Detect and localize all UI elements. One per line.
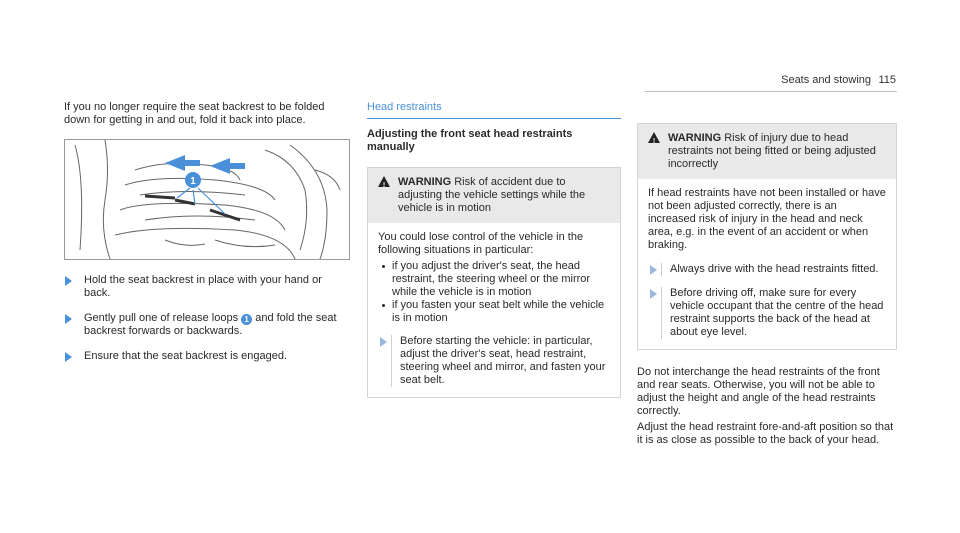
step-text-after: and fold the seat backrest forwards or backwards. — [84, 312, 337, 337]
seat-illustration — [65, 140, 349, 259]
step-arrow-icon — [65, 276, 72, 286]
bullet-dot-icon — [382, 265, 385, 268]
step-pull-release-loop — [64, 312, 350, 338]
warning-intro: You could lose control of the vehicle in the following situations in particular: — [378, 231, 584, 256]
step-text: Hold the seat backrest in place with your hand or back. — [84, 274, 322, 299]
warning-step — [378, 335, 610, 387]
step-text: Ensure that the seat backrest is engaged. — [84, 350, 288, 362]
page-number: 115 — [878, 74, 896, 86]
step-arrow-icon — [650, 289, 657, 299]
warning-label: WARNING — [668, 132, 722, 144]
list-item: if you fasten your seat belt while the vehicle is in motion — [378, 299, 610, 325]
step-arrow-icon — [650, 265, 657, 275]
warning-header: ! WARNING Risk of injury due to head restraints not being fitted or being adjusted incorrectly — [638, 124, 896, 179]
header-divider — [645, 91, 897, 92]
list-item: if you adjust the driver's seat, the head restraint, the steering wheel or the mirror while the vehicle is in motion — [378, 260, 610, 299]
column-middle — [367, 101, 621, 398]
step-ensure-engaged — [64, 350, 350, 363]
bullet-dot-icon — [382, 304, 385, 307]
warning-header: ! WARNING Risk of accident due to adjusting the vehicle settings while the vehicle is in motion — [368, 168, 620, 223]
step-text: Before driving off, make sure for every vehicle occupant that the centre of the head restraint supports the back of the head at about eye level. — [670, 287, 884, 338]
figure-callout-1: 1 — [190, 176, 196, 187]
warning-bullets — [378, 260, 610, 325]
warning-headline: Risk of accident due to adjusting the vehicle settings while the vehicle is in motion — [398, 176, 586, 214]
warning-step — [648, 287, 886, 339]
sub-title: Adjusting the front seat head restraints manually — [367, 128, 573, 153]
step-text: Always drive with the head restraints fitted. — [670, 263, 879, 275]
column-left — [64, 101, 350, 363]
paragraph-adjust: Adjust the head restraint fore-and-aft position so that it is as close as possible to the back of your head. — [637, 421, 894, 446]
intro-paragraph: If you no longer require the seat backrest to be folded down for getting in and out, fold it back into place. — [64, 101, 325, 126]
running-title: Seats and stowing — [781, 74, 871, 86]
step-text: Before starting the vehicle: in particular, adjust the driver's seat, head restraint, steering wheel and mirror, and fasten your seat belt. — [400, 335, 606, 386]
step-hold-backrest — [64, 274, 350, 300]
warning-body-text: If head restraints have not been installed or have not been adjusted correctly, there is an increased risk of injury in the head and neck area, e.g. in the event of an accident or when braking. — [648, 187, 886, 251]
warning-step — [648, 263, 886, 276]
callout-1-icon: 1 — [241, 314, 252, 325]
column-right — [637, 101, 897, 447]
paragraph-interchange: Do not interchange the head restraints of the front and rear seats. Otherwise, you will not be able to adjust the height and angle of the head restraints correctly. — [637, 366, 880, 417]
step-text-before: Gently pull one of release loops — [84, 312, 242, 324]
warning-body — [638, 179, 896, 349]
warning-headline: Risk of injury due to head restraints not being fitted or being adjusted incorrectly — [668, 132, 876, 170]
warning-box-injury — [637, 123, 897, 350]
warning-box-adjusting — [367, 167, 621, 398]
step-arrow-icon — [65, 314, 72, 324]
warning-label: WARNING — [398, 176, 452, 188]
page-header — [0, 0, 960, 100]
warning-body — [368, 223, 620, 397]
step-arrow-icon — [65, 352, 72, 362]
section-title: Head restraints — [367, 101, 621, 119]
step-arrow-icon — [380, 337, 387, 347]
seat-backrest-figure — [64, 139, 350, 260]
